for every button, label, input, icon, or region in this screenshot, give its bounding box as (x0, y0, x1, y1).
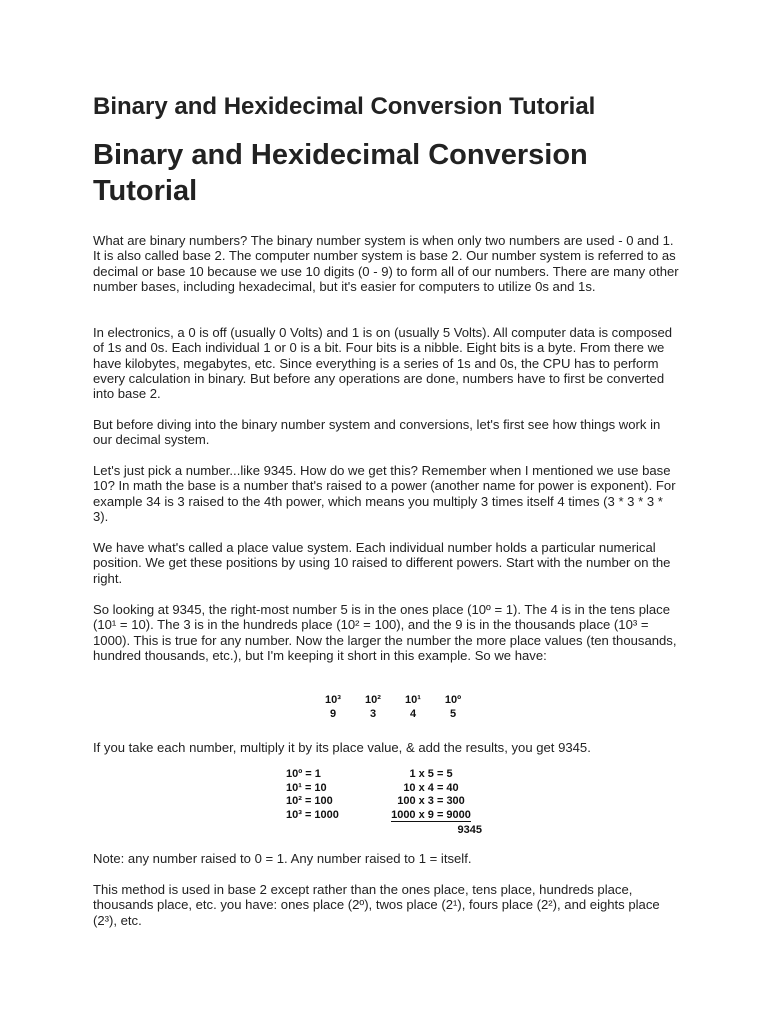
place-value-powers-row (313, 693, 473, 707)
paragraph-note: Note: any number raised to 0 = 1. Any number raised to 1 = itself. (93, 851, 472, 866)
place-digit: 3 (369, 708, 377, 720)
place-power: 10² (365, 694, 381, 706)
place-power: 10¹ (405, 694, 421, 706)
paragraph-multiply: If you take each number, multiply it by its place value, & add the results, you get 9345. (93, 740, 591, 755)
product-value: 100 x 3 = 300 (397, 795, 465, 807)
power-value: 10³ = 1000 (286, 808, 339, 821)
power-value: 10º = 1 (286, 768, 321, 780)
document-title: Binary and Hexidecimal Conversion Tutorial (93, 93, 596, 120)
calculation-row (284, 782, 494, 796)
calculation-row (284, 795, 494, 809)
product-value-cell (378, 809, 484, 823)
place-digit: 5 (449, 708, 457, 720)
power-value: 10² = 100 (286, 795, 333, 807)
product-value: 1 x 5 = 5 (409, 768, 453, 780)
paragraph-decimal-intro: But before diving into the binary number system and conversions, let's first see how things work in our decimal system. (93, 417, 661, 448)
paragraph-base-two: This method is used in base 2 except rather than the ones place, tens place, hundreds place, thousands place, etc. you have: ones place (2º), twos place (2¹), fours place (2²), and eights place (2³), etc. (93, 882, 660, 928)
place-value-digits-row (313, 707, 473, 721)
place-power: 10º (444, 694, 462, 706)
calculation-table (284, 768, 494, 838)
paragraph-electronics: In electronics, a 0 is off (usually 0 Volts) and 1 is on (usually 5 Volts). All computer data is composed of 1s and 0s. Each individual 1 or 0 is a bit. Four bits is a nibble. Eight bits is a byte. From there we have kilobytes, megabytes, etc. Since everything is a series of 1s and 0s, the CPU has to perform every calculation in binary. But before any operations are done, numbers have to first be converted into base 2. (93, 325, 673, 402)
paragraph-place-value: We have what's called a place value system. Each individual number holds a particular numerical position. We get these positions by using 10 raised to different powers. Start with the number on the right. (93, 540, 671, 586)
place-digit: 4 (409, 708, 417, 720)
place-power: 10³ (325, 694, 341, 706)
paragraph-base-ten: Let's just pick a number...like 9345. How do we get this? Remember when I mentioned we use base 10? In math the base is a number that's raised to a power (another name for power is exponent). For example 34 is 3 raised to the 4th power, which means you multiply 3 times itself 4 times (3 * 3 * 3 * 3). (93, 463, 676, 524)
calculation-total: 9345 (457, 824, 482, 836)
calculation-row (284, 768, 494, 782)
calculation-row (284, 809, 494, 823)
power-value: 10¹ = 10 (286, 781, 327, 794)
calculation-total-row (284, 824, 494, 838)
paragraph-binary-intro: What are binary numbers? The binary number system is when only two numbers are used - 0 and 1. It is also called base 2. The computer number system is base 2. Our number system is referred to as decimal or base 10 because we use 10 digits (0 - 9) to form all of our numbers. There are many other number bases, including hexadecimal, but it's easier for computers to utilize 0s and 1s. (93, 233, 679, 294)
place-value-table (313, 693, 473, 721)
place-digit: 9 (329, 708, 337, 720)
article-heading: Binary and Hexidecimal Conversion Tutorial (93, 139, 588, 207)
product-value: 1000 x 9 = 9000 (391, 808, 471, 821)
product-value: 10 x 4 = 40 (403, 781, 459, 794)
paragraph-place-example: So looking at 9345, the right-most number 5 is in the ones place (10º = 1). The 4 is in the tens place (10¹ = 10). The 3 is in the hundreds place (10² = 100), and the 9 is in the thousands place (10³ = 1000). This is true for any number. Now the larger the number the more place values (ten thousands, hundred thousands, etc.), but I'm keeping it short in this example. So we have: (93, 602, 677, 663)
